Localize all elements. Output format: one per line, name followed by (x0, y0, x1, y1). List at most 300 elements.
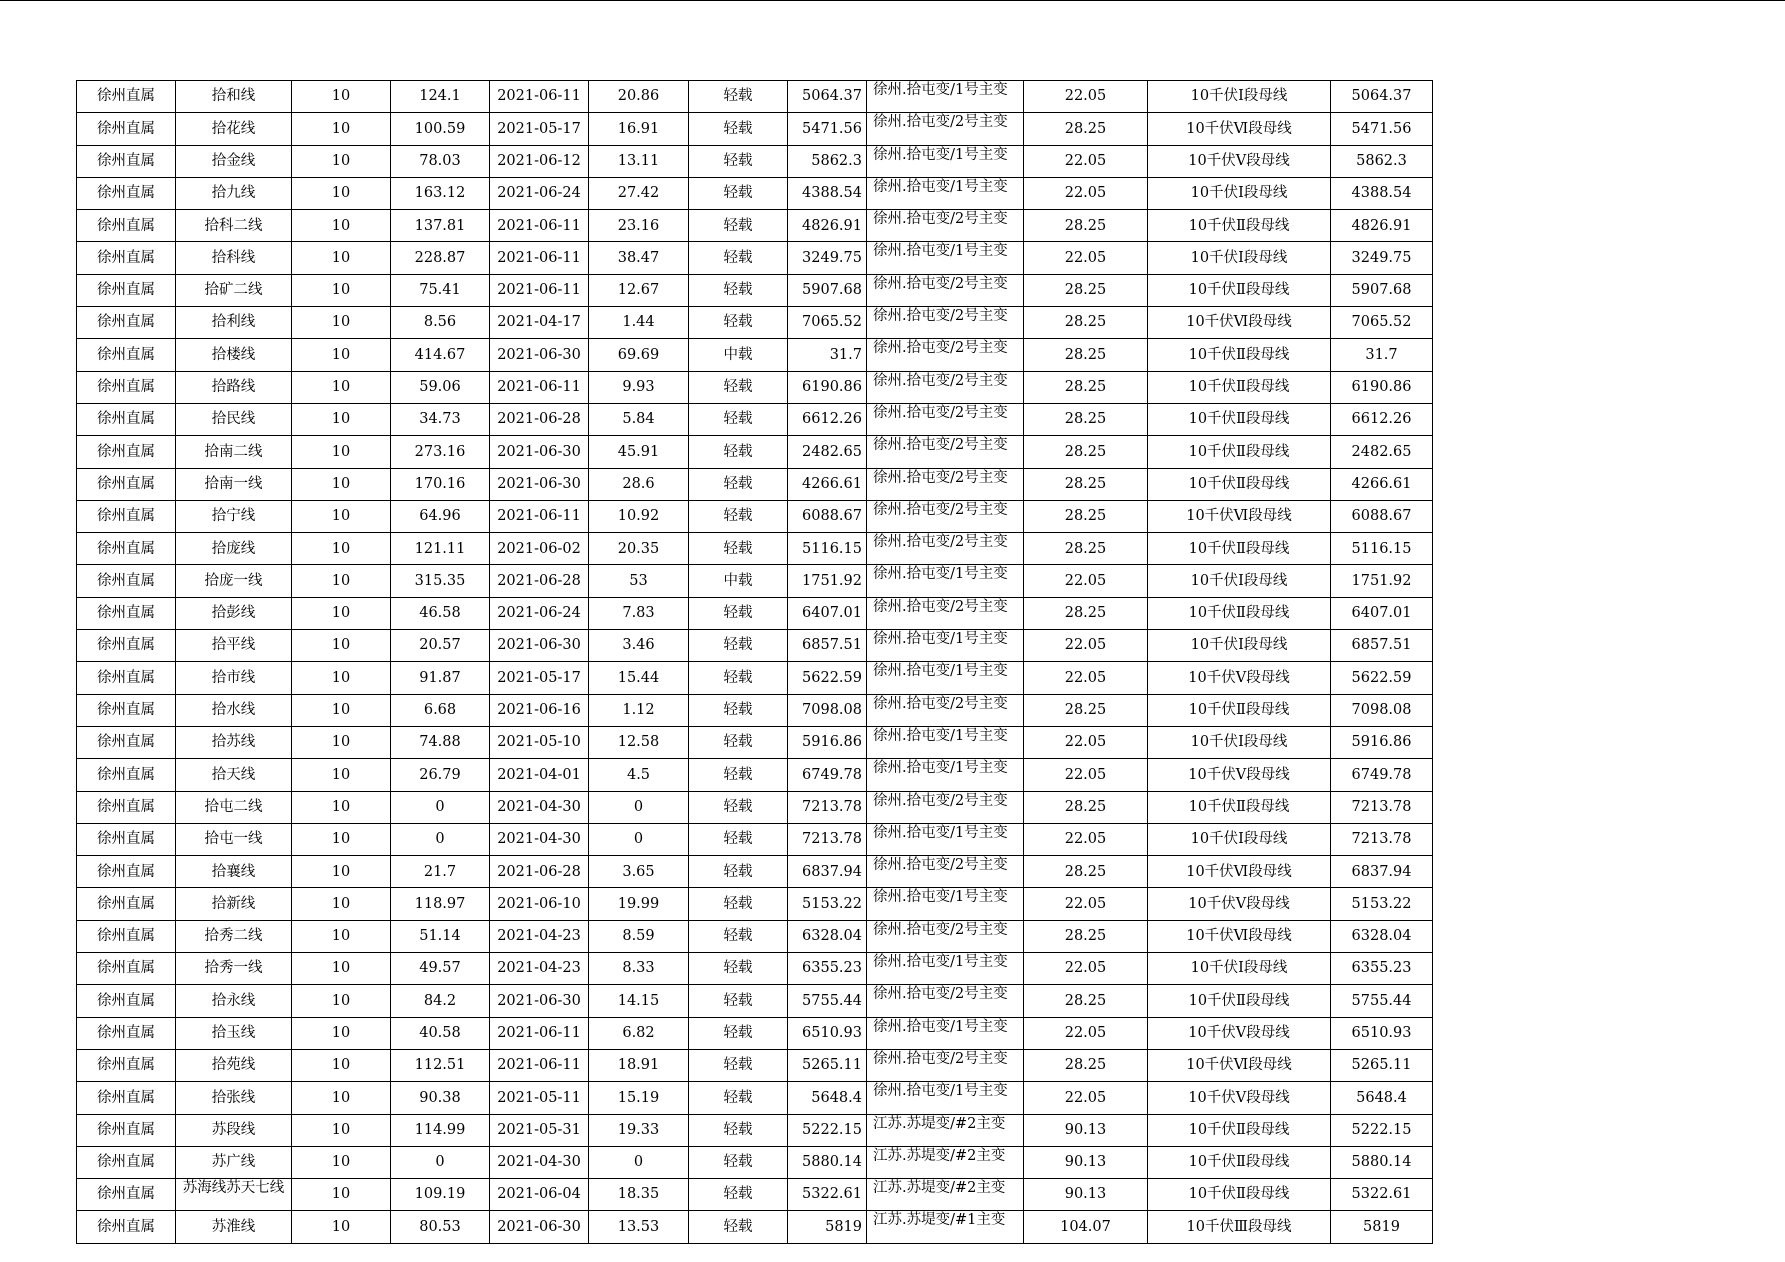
available-capacity-cell: 6749.78 (1331, 759, 1433, 791)
load-rate-cell: 10.92 (589, 500, 689, 532)
busbar-cell: 10千伏Ⅴ段母线 (1148, 1082, 1331, 1114)
line-name-cell: 拾屯二线 (176, 791, 292, 823)
remaining-capacity-cell: 5907.68 (788, 274, 867, 306)
load-rate-cell: 20.35 (589, 533, 689, 565)
line-name-cell: 拾新线 (176, 888, 292, 920)
load-rate-cell: 15.19 (589, 1082, 689, 1114)
load-level-cell: 轻载 (689, 953, 788, 985)
remaining-capacity-cell: 5222.15 (788, 1114, 867, 1146)
table-row (77, 242, 1433, 274)
table-row (77, 81, 1433, 113)
busbar-cell: 10千伏Ⅵ段母线 (1148, 113, 1331, 145)
date-cell: 2021-04-30 (490, 791, 589, 823)
remaining-capacity-cell: 7098.08 (788, 694, 867, 726)
unit-cell: 徐州直属 (77, 597, 176, 629)
busbar-cell: 10千伏Ⅱ段母线 (1148, 533, 1331, 565)
busbar-cell: 10千伏Ⅴ段母线 (1148, 888, 1331, 920)
current-cell: 26.79 (391, 759, 490, 791)
line-name-cell: 拾九线 (176, 177, 292, 209)
remaining-capacity-cell: 1751.92 (788, 565, 867, 597)
transformer-cell: 徐州.拾屯变/2号主变 (867, 339, 1024, 371)
line-name-cell: 拾科线 (176, 242, 292, 274)
line-name-cell: 拾民线 (176, 403, 292, 435)
voltage-cell: 10 (292, 274, 391, 306)
voltage-cell: 10 (292, 177, 391, 209)
table-row (77, 339, 1433, 371)
table-row (77, 403, 1433, 435)
available-capacity-cell: 5265.11 (1331, 1049, 1433, 1081)
load-level-cell: 轻载 (689, 888, 788, 920)
load-level-cell: 轻载 (689, 403, 788, 435)
current-cell: 21.7 (391, 856, 490, 888)
date-cell: 2021-05-17 (490, 113, 589, 145)
line-name-cell: 拾宁线 (176, 500, 292, 532)
busbar-cell: 10千伏Ⅰ段母线 (1148, 823, 1331, 855)
busbar-cell: 10千伏Ⅱ段母线 (1148, 791, 1331, 823)
transformer-rate-cell: 28.25 (1024, 500, 1148, 532)
voltage-cell: 10 (292, 953, 391, 985)
voltage-cell: 10 (292, 307, 391, 339)
table-row (77, 307, 1433, 339)
remaining-capacity-cell: 3249.75 (788, 242, 867, 274)
transformer-cell: 徐州.拾屯变/2号主变 (867, 985, 1024, 1017)
unit-cell: 徐州直属 (77, 565, 176, 597)
transformer-rate-cell: 28.25 (1024, 339, 1148, 371)
unit-cell: 徐州直属 (77, 1049, 176, 1081)
transformer-rate-cell: 28.25 (1024, 791, 1148, 823)
voltage-cell: 10 (292, 920, 391, 952)
available-capacity-cell: 5862.3 (1331, 145, 1433, 177)
transformer-cell: 徐州.拾屯变/1号主变 (867, 888, 1024, 920)
load-rate-cell: 12.67 (589, 274, 689, 306)
load-level-cell: 轻载 (689, 1179, 788, 1211)
available-capacity-cell: 6857.51 (1331, 630, 1433, 662)
remaining-capacity-cell: 5916.86 (788, 726, 867, 758)
line-name-cell: 拾平线 (176, 630, 292, 662)
busbar-cell: 10千伏Ⅵ段母线 (1148, 920, 1331, 952)
current-cell: 51.14 (391, 920, 490, 952)
date-cell: 2021-04-17 (490, 307, 589, 339)
current-cell: 273.16 (391, 436, 490, 468)
line-name-cell: 拾楼线 (176, 339, 292, 371)
table-row (77, 791, 1433, 823)
voltage-cell: 10 (292, 210, 391, 242)
transformer-rate-cell: 22.05 (1024, 242, 1148, 274)
table-row (77, 726, 1433, 758)
date-cell: 2021-06-11 (490, 242, 589, 274)
transformer-rate-cell: 22.05 (1024, 953, 1148, 985)
available-capacity-cell: 5153.22 (1331, 888, 1433, 920)
available-capacity-cell: 5622.59 (1331, 662, 1433, 694)
transformer-cell: 徐州.拾屯变/1号主变 (867, 81, 1024, 113)
table-row (77, 436, 1433, 468)
line-name-cell: 拾庞一线 (176, 565, 292, 597)
available-capacity-cell: 5064.37 (1331, 81, 1433, 113)
load-rate-cell: 23.16 (589, 210, 689, 242)
transformer-rate-cell: 28.25 (1024, 985, 1148, 1017)
transformer-rate-cell: 104.07 (1024, 1211, 1148, 1243)
remaining-capacity-cell: 5880.14 (788, 1146, 867, 1178)
load-level-cell: 轻载 (689, 759, 788, 791)
voltage-cell: 10 (292, 694, 391, 726)
busbar-cell: 10千伏Ⅱ段母线 (1148, 1179, 1331, 1211)
available-capacity-cell: 5755.44 (1331, 985, 1433, 1017)
line-name-cell: 拾南一线 (176, 468, 292, 500)
unit-cell: 徐州直属 (77, 210, 176, 242)
load-rate-cell: 28.6 (589, 468, 689, 500)
busbar-cell: 10千伏Ⅵ段母线 (1148, 1049, 1331, 1081)
line-name-cell: 拾南二线 (176, 436, 292, 468)
unit-cell: 徐州直属 (77, 1017, 176, 1049)
load-rate-cell: 0 (589, 791, 689, 823)
transformer-cell: 江苏.苏堤变/#2主变 (867, 1146, 1024, 1178)
current-cell: 124.1 (391, 81, 490, 113)
unit-cell: 徐州直属 (77, 500, 176, 532)
current-cell: 78.03 (391, 145, 490, 177)
remaining-capacity-cell: 5755.44 (788, 985, 867, 1017)
transformer-rate-cell: 22.05 (1024, 662, 1148, 694)
remaining-capacity-cell: 5265.11 (788, 1049, 867, 1081)
busbar-cell: 10千伏Ⅰ段母线 (1148, 81, 1331, 113)
load-rate-cell: 13.11 (589, 145, 689, 177)
load-level-cell: 轻载 (689, 630, 788, 662)
busbar-cell: 10千伏Ⅴ段母线 (1148, 662, 1331, 694)
unit-cell: 徐州直属 (77, 436, 176, 468)
transformer-rate-cell: 28.25 (1024, 274, 1148, 306)
transformer-cell: 徐州.拾屯变/2号主变 (867, 920, 1024, 952)
busbar-cell: 10千伏Ⅴ段母线 (1148, 145, 1331, 177)
remaining-capacity-cell: 5322.61 (788, 1179, 867, 1211)
transformer-cell: 徐州.拾屯变/2号主变 (867, 694, 1024, 726)
table-row (77, 856, 1433, 888)
load-level-cell: 轻载 (689, 307, 788, 339)
current-cell: 8.56 (391, 307, 490, 339)
voltage-cell: 10 (292, 888, 391, 920)
line-name-cell: 苏广线 (176, 1146, 292, 1178)
transformer-cell: 徐州.拾屯变/2号主变 (867, 791, 1024, 823)
table-row (77, 953, 1433, 985)
remaining-capacity-cell: 7213.78 (788, 823, 867, 855)
load-level-cell: 轻载 (689, 436, 788, 468)
date-cell: 2021-06-24 (490, 597, 589, 629)
transformer-rate-cell: 22.05 (1024, 145, 1148, 177)
line-name-cell: 苏段线 (176, 1114, 292, 1146)
table-row (77, 145, 1433, 177)
remaining-capacity-cell: 5862.3 (788, 145, 867, 177)
remaining-capacity-cell: 6857.51 (788, 630, 867, 662)
date-cell: 2021-06-30 (490, 468, 589, 500)
line-name-cell: 拾市线 (176, 662, 292, 694)
transformer-rate-cell: 22.05 (1024, 81, 1148, 113)
transformer-rate-cell: 28.25 (1024, 210, 1148, 242)
load-level-cell: 轻载 (689, 210, 788, 242)
unit-cell: 徐州直属 (77, 307, 176, 339)
date-cell: 2021-06-11 (490, 1017, 589, 1049)
date-cell: 2021-06-28 (490, 565, 589, 597)
current-cell: 315.35 (391, 565, 490, 597)
date-cell: 2021-04-01 (490, 759, 589, 791)
remaining-capacity-cell: 6749.78 (788, 759, 867, 791)
load-rate-cell: 18.91 (589, 1049, 689, 1081)
busbar-cell: 10千伏Ⅱ段母线 (1148, 339, 1331, 371)
current-cell: 64.96 (391, 500, 490, 532)
available-capacity-cell: 5322.61 (1331, 1179, 1433, 1211)
transformer-cell: 徐州.拾屯变/2号主变 (867, 1049, 1024, 1081)
unit-cell: 徐州直属 (77, 791, 176, 823)
line-name-cell: 拾科二线 (176, 210, 292, 242)
transformer-cell: 徐州.拾屯变/1号主变 (867, 823, 1024, 855)
voltage-cell: 10 (292, 630, 391, 662)
available-capacity-cell: 5916.86 (1331, 726, 1433, 758)
date-cell: 2021-06-11 (490, 210, 589, 242)
load-level-cell: 轻载 (689, 823, 788, 855)
voltage-cell: 10 (292, 468, 391, 500)
load-rate-cell: 19.99 (589, 888, 689, 920)
remaining-capacity-cell: 6088.67 (788, 500, 867, 532)
line-name-cell: 拾水线 (176, 694, 292, 726)
voltage-cell: 10 (292, 565, 391, 597)
table-row (77, 468, 1433, 500)
current-cell: 137.81 (391, 210, 490, 242)
remaining-capacity-cell: 4826.91 (788, 210, 867, 242)
load-rate-cell: 19.33 (589, 1114, 689, 1146)
line-name-cell: 苏海线苏天七线 (176, 1179, 292, 1211)
page-top-rule (0, 0, 1785, 1)
available-capacity-cell: 6328.04 (1331, 920, 1433, 952)
busbar-cell: 10千伏Ⅲ段母线 (1148, 1211, 1331, 1243)
line-name-cell: 拾襄线 (176, 856, 292, 888)
date-cell: 2021-06-11 (490, 274, 589, 306)
available-capacity-cell: 6190.86 (1331, 371, 1433, 403)
voltage-cell: 10 (292, 597, 391, 629)
load-level-cell: 中载 (689, 565, 788, 597)
line-name-cell: 拾苑线 (176, 1049, 292, 1081)
date-cell: 2021-04-30 (490, 1146, 589, 1178)
transformer-rate-cell: 28.25 (1024, 307, 1148, 339)
unit-cell: 徐州直属 (77, 694, 176, 726)
available-capacity-cell: 5222.15 (1331, 1114, 1433, 1146)
date-cell: 2021-04-30 (490, 823, 589, 855)
busbar-cell: 10千伏Ⅱ段母线 (1148, 985, 1331, 1017)
load-level-cell: 轻载 (689, 662, 788, 694)
load-rate-cell: 5.84 (589, 403, 689, 435)
feeder-load-table (76, 80, 1433, 1244)
remaining-capacity-cell: 31.7 (788, 339, 867, 371)
load-level-cell: 轻载 (689, 468, 788, 500)
unit-cell: 徐州直属 (77, 1179, 176, 1211)
date-cell: 2021-06-11 (490, 1049, 589, 1081)
voltage-cell: 10 (292, 403, 391, 435)
load-level-cell: 轻载 (689, 145, 788, 177)
load-rate-cell: 53 (589, 565, 689, 597)
transformer-rate-cell: 22.05 (1024, 177, 1148, 209)
date-cell: 2021-06-04 (490, 1179, 589, 1211)
load-level-cell: 轻载 (689, 597, 788, 629)
transformer-rate-cell: 28.25 (1024, 371, 1148, 403)
transformer-cell: 徐州.拾屯变/1号主变 (867, 177, 1024, 209)
unit-cell: 徐州直属 (77, 242, 176, 274)
remaining-capacity-cell: 7065.52 (788, 307, 867, 339)
load-rate-cell: 3.65 (589, 856, 689, 888)
current-cell: 0 (391, 1146, 490, 1178)
unit-cell: 徐州直属 (77, 953, 176, 985)
remaining-capacity-cell: 6355.23 (788, 953, 867, 985)
busbar-cell: 10千伏Ⅰ段母线 (1148, 953, 1331, 985)
load-level-cell: 轻载 (689, 500, 788, 532)
table-row (77, 1049, 1433, 1081)
load-rate-cell: 18.35 (589, 1179, 689, 1211)
load-rate-cell: 1.44 (589, 307, 689, 339)
transformer-rate-cell: 28.25 (1024, 1049, 1148, 1081)
remaining-capacity-cell: 4266.61 (788, 468, 867, 500)
load-rate-cell: 38.47 (589, 242, 689, 274)
voltage-cell: 10 (292, 1017, 391, 1049)
load-rate-cell: 20.86 (589, 81, 689, 113)
load-rate-cell: 1.12 (589, 694, 689, 726)
available-capacity-cell: 3249.75 (1331, 242, 1433, 274)
load-level-cell: 轻载 (689, 985, 788, 1017)
load-level-cell: 轻载 (689, 371, 788, 403)
voltage-cell: 10 (292, 791, 391, 823)
transformer-cell: 徐州.拾屯变/1号主变 (867, 1017, 1024, 1049)
unit-cell: 徐州直属 (77, 888, 176, 920)
load-rate-cell: 7.83 (589, 597, 689, 629)
line-name-cell: 拾路线 (176, 371, 292, 403)
transformer-rate-cell: 22.05 (1024, 1082, 1148, 1114)
line-name-cell: 拾秀一线 (176, 953, 292, 985)
current-cell: 109.19 (391, 1179, 490, 1211)
busbar-cell: 10千伏Ⅱ段母线 (1148, 597, 1331, 629)
line-name-cell: 拾张线 (176, 1082, 292, 1114)
current-cell: 170.16 (391, 468, 490, 500)
remaining-capacity-cell: 5153.22 (788, 888, 867, 920)
line-name-cell: 拾和线 (176, 81, 292, 113)
available-capacity-cell: 5471.56 (1331, 113, 1433, 145)
date-cell: 2021-06-30 (490, 630, 589, 662)
voltage-cell: 10 (292, 339, 391, 371)
voltage-cell: 10 (292, 662, 391, 694)
voltage-cell: 10 (292, 436, 391, 468)
table-row (77, 1017, 1433, 1049)
remaining-capacity-cell: 5819 (788, 1211, 867, 1243)
load-level-cell: 轻载 (689, 533, 788, 565)
voltage-cell: 10 (292, 1179, 391, 1211)
line-name-cell: 拾矿二线 (176, 274, 292, 306)
transformer-cell: 徐州.拾屯变/1号主变 (867, 145, 1024, 177)
line-name-cell: 拾花线 (176, 113, 292, 145)
remaining-capacity-cell: 5064.37 (788, 81, 867, 113)
unit-cell: 徐州直属 (77, 856, 176, 888)
remaining-capacity-cell: 6328.04 (788, 920, 867, 952)
table-row (77, 888, 1433, 920)
load-rate-cell: 15.44 (589, 662, 689, 694)
transformer-rate-cell: 28.25 (1024, 113, 1148, 145)
load-rate-cell: 27.42 (589, 177, 689, 209)
line-name-cell: 拾利线 (176, 307, 292, 339)
transformer-rate-cell: 28.25 (1024, 533, 1148, 565)
transformer-rate-cell: 28.25 (1024, 468, 1148, 500)
transformer-rate-cell: 22.05 (1024, 1017, 1148, 1049)
transformer-cell: 江苏.苏堤变/#2主变 (867, 1179, 1024, 1211)
date-cell: 2021-06-10 (490, 888, 589, 920)
transformer-cell: 徐州.拾屯变/2号主变 (867, 597, 1024, 629)
table-body (77, 81, 1433, 1244)
load-rate-cell: 3.46 (589, 630, 689, 662)
current-cell: 118.97 (391, 888, 490, 920)
unit-cell: 徐州直属 (77, 274, 176, 306)
date-cell: 2021-06-30 (490, 1211, 589, 1243)
load-level-cell: 轻载 (689, 274, 788, 306)
table-row (77, 1146, 1433, 1178)
remaining-capacity-cell: 2482.65 (788, 436, 867, 468)
current-cell: 59.06 (391, 371, 490, 403)
busbar-cell: 10千伏Ⅱ段母线 (1148, 274, 1331, 306)
transformer-cell: 徐州.拾屯变/1号主变 (867, 662, 1024, 694)
voltage-cell: 10 (292, 533, 391, 565)
table-row (77, 500, 1433, 532)
transformer-cell: 徐州.拾屯变/1号主变 (867, 1082, 1024, 1114)
busbar-cell: 10千伏Ⅴ段母线 (1148, 1017, 1331, 1049)
voltage-cell: 10 (292, 1049, 391, 1081)
available-capacity-cell: 4388.54 (1331, 177, 1433, 209)
current-cell: 91.87 (391, 662, 490, 694)
unit-cell: 徐州直属 (77, 630, 176, 662)
table-row (77, 533, 1433, 565)
unit-cell: 徐州直属 (77, 145, 176, 177)
transformer-cell: 江苏.苏堤变/#2主变 (867, 1114, 1024, 1146)
available-capacity-cell: 6355.23 (1331, 953, 1433, 985)
current-cell: 114.99 (391, 1114, 490, 1146)
load-level-cell: 轻载 (689, 1146, 788, 1178)
available-capacity-cell: 6088.67 (1331, 500, 1433, 532)
available-capacity-cell: 5880.14 (1331, 1146, 1433, 1178)
load-level-cell: 轻载 (689, 694, 788, 726)
transformer-cell: 徐州.拾屯变/1号主变 (867, 726, 1024, 758)
available-capacity-cell: 2482.65 (1331, 436, 1433, 468)
date-cell: 2021-06-12 (490, 145, 589, 177)
date-cell: 2021-06-11 (490, 371, 589, 403)
table-row (77, 823, 1433, 855)
load-level-cell: 轻载 (689, 113, 788, 145)
date-cell: 2021-06-11 (490, 500, 589, 532)
transformer-cell: 徐州.拾屯变/2号主变 (867, 500, 1024, 532)
busbar-cell: 10千伏Ⅰ段母线 (1148, 726, 1331, 758)
load-rate-cell: 13.53 (589, 1211, 689, 1243)
table-row (77, 565, 1433, 597)
load-level-cell: 轻载 (689, 81, 788, 113)
voltage-cell: 10 (292, 81, 391, 113)
unit-cell: 徐州直属 (77, 403, 176, 435)
current-cell: 228.87 (391, 242, 490, 274)
line-name-cell: 拾秀二线 (176, 920, 292, 952)
current-cell: 46.58 (391, 597, 490, 629)
remaining-capacity-cell: 5471.56 (788, 113, 867, 145)
current-cell: 100.59 (391, 113, 490, 145)
voltage-cell: 10 (292, 371, 391, 403)
date-cell: 2021-04-23 (490, 920, 589, 952)
table-row (77, 597, 1433, 629)
remaining-capacity-cell: 5116.15 (788, 533, 867, 565)
load-rate-cell: 8.33 (589, 953, 689, 985)
unit-cell: 徐州直属 (77, 1146, 176, 1178)
transformer-rate-cell: 22.05 (1024, 888, 1148, 920)
unit-cell: 徐州直属 (77, 81, 176, 113)
transformer-rate-cell: 90.13 (1024, 1179, 1148, 1211)
transformer-cell: 徐州.拾屯变/1号主变 (867, 242, 1024, 274)
available-capacity-cell: 7213.78 (1331, 791, 1433, 823)
current-cell: 90.38 (391, 1082, 490, 1114)
load-level-cell: 轻载 (689, 920, 788, 952)
